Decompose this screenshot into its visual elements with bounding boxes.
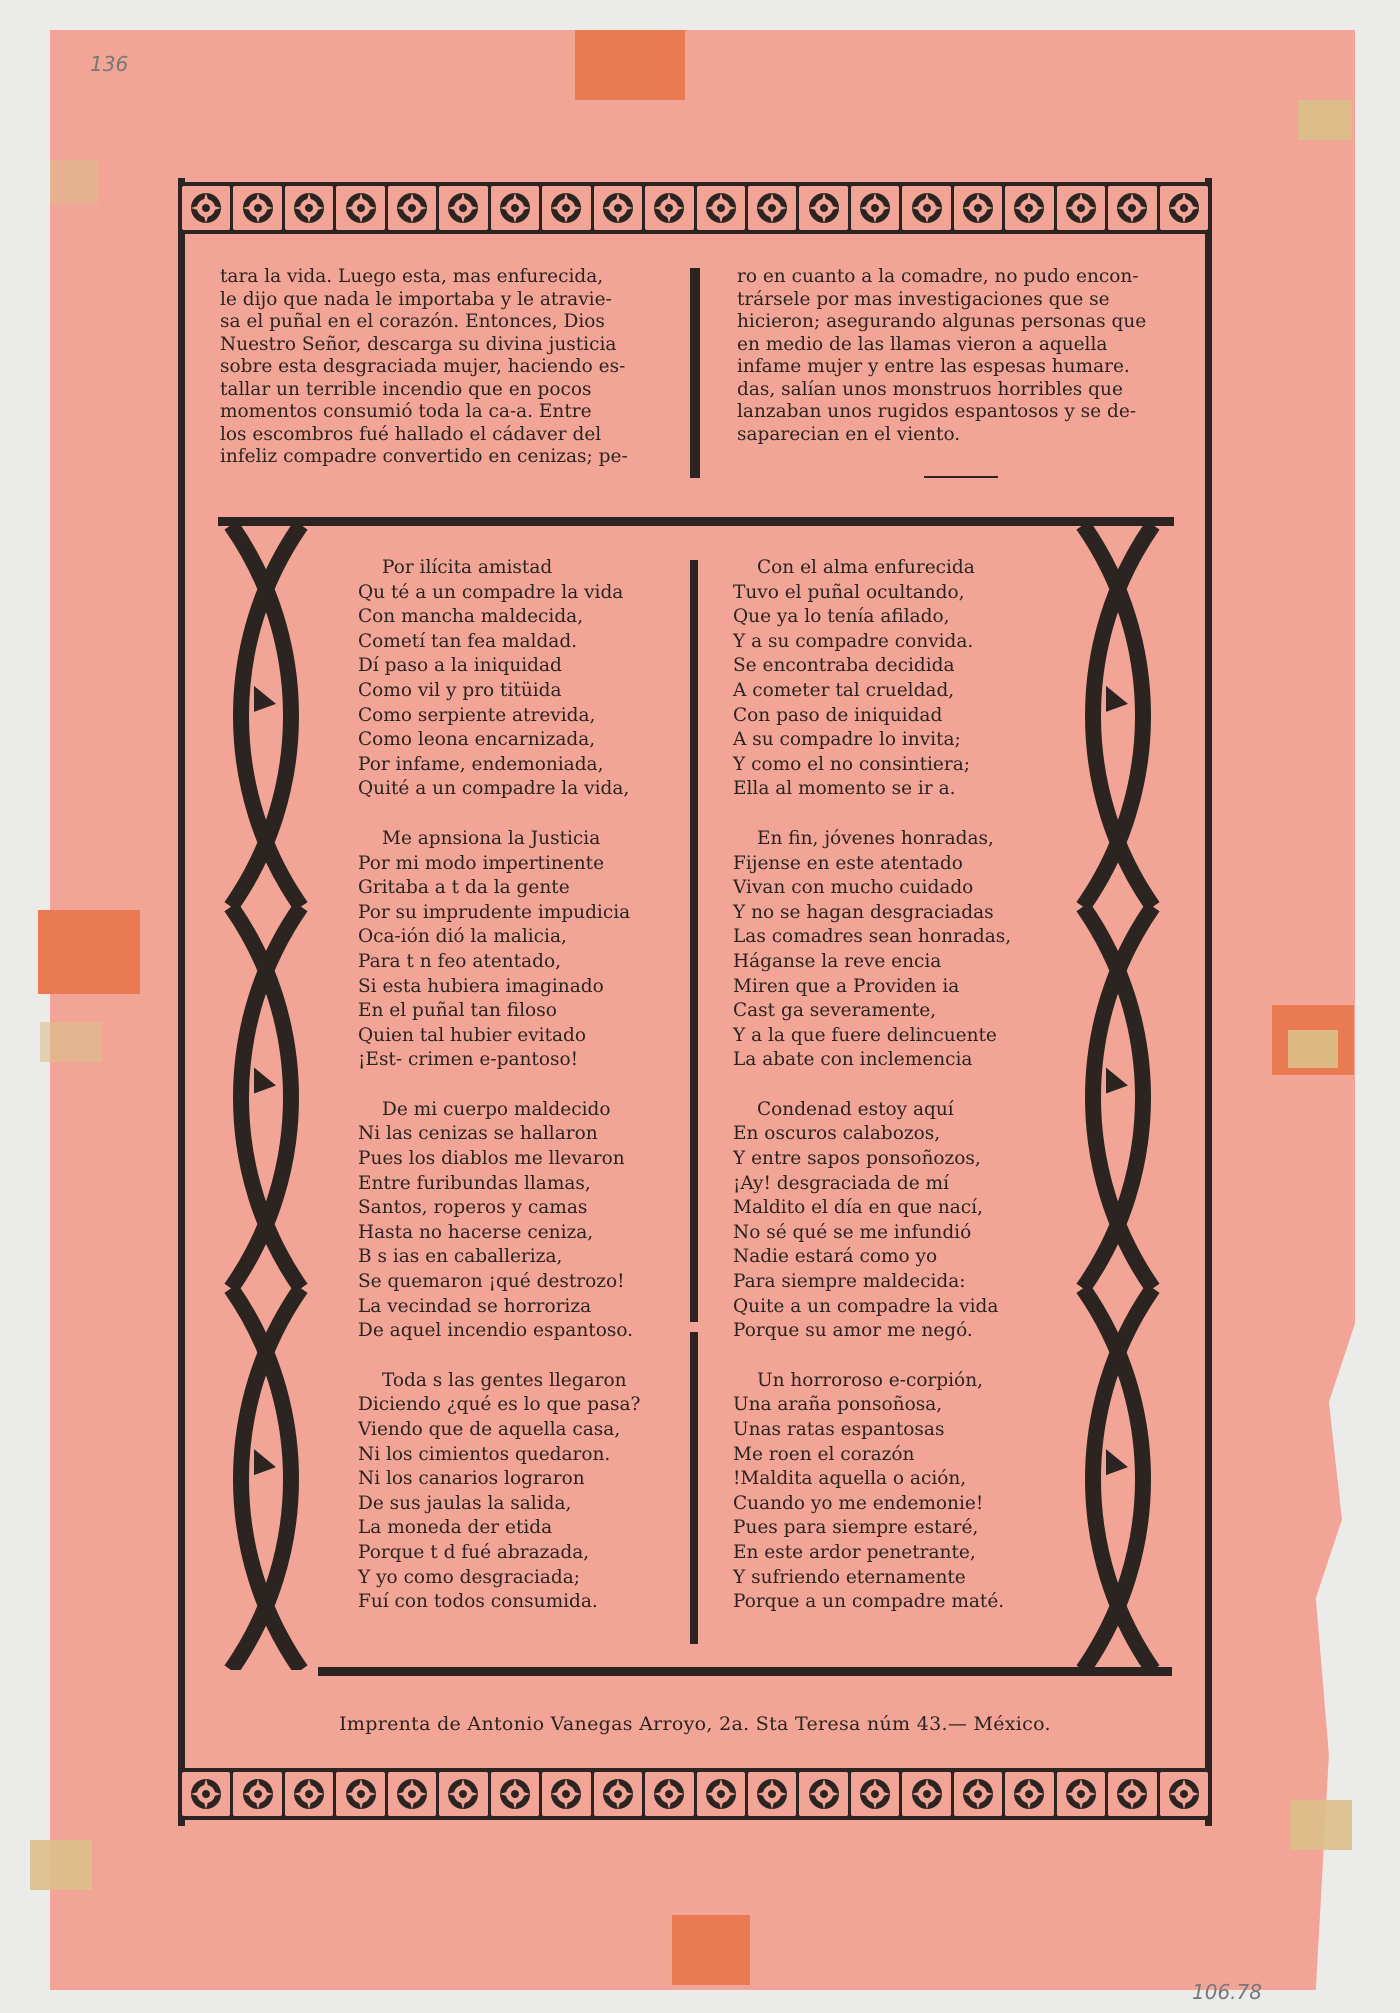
ornament-tile [697, 186, 745, 230]
ornament-tile [799, 1772, 847, 1816]
verse-line: Condenad estoy aquí [757, 1098, 954, 1120]
tape-top-right [1298, 100, 1352, 140]
verse-line: Por su imprudente impudicia [358, 901, 631, 923]
chain-notch [1106, 686, 1128, 712]
verse-line: Y como el no consintiera; [733, 753, 970, 775]
verse-line: Diciendo ¿qué es lo que pasa? [358, 1394, 641, 1416]
verse-line: Pues los diablos me llevaron [358, 1148, 625, 1170]
verse-line: Qu té a un compadre la vida [358, 581, 624, 603]
ornament-tile [851, 1772, 899, 1816]
verse-line: Para siempre maldecida: [733, 1271, 966, 1293]
stanza [733, 827, 1011, 1073]
ornament-tile [902, 186, 950, 230]
ornament-tile [902, 1772, 950, 1816]
ornament-tile [182, 186, 230, 230]
verse-line: Vivan con mucho cuidado [733, 877, 974, 899]
verse-line: De sus jaulas la salida, [358, 1492, 572, 1514]
chain-notch [1106, 1449, 1128, 1475]
verse-line: Porque t d fué abrazada, [358, 1541, 590, 1563]
prose-line: tara la vida. Luego esta, mas enfurecida, [220, 266, 604, 287]
verse-line: Me roen el corazón [733, 1443, 915, 1465]
prose-line: infeliz compadre convertido en cenizas; pe- [220, 446, 628, 467]
verse-line: Ni las cenizas se hallaron [358, 1123, 598, 1145]
ornament-tile [388, 1772, 436, 1816]
stanza [358, 827, 640, 1073]
verse-line: Para t n feo atentado, [358, 950, 561, 972]
ornament-tile [645, 1772, 693, 1816]
verse-line: Y a su compadre convida. [733, 630, 974, 652]
verse-line: Como serpiente atrevida, [358, 704, 596, 726]
lower-separator-rule [318, 1667, 1172, 1676]
verse-line: Ella al momento se ir a. [733, 778, 956, 800]
ornament-tile [645, 186, 693, 230]
tape-top-center [575, 30, 685, 100]
verse-line: Viendo que de aquella casa, [358, 1419, 621, 1440]
stanza [358, 1098, 640, 1344]
prose-line: momentos consumió toda la ca-a. Entre [220, 401, 592, 422]
ornament-tile [491, 1772, 539, 1816]
prose-line: le dijo que nada le importaba y le atravie- [220, 288, 612, 310]
verse-line: Háganse la reve encia [733, 950, 942, 972]
ornament-tile [233, 1772, 281, 1816]
verse-line: Como vil y pro titüida [358, 679, 562, 701]
stanza [358, 1369, 640, 1615]
verse-line: Con el alma enfurecida [757, 557, 975, 578]
prose-right-column [737, 266, 1178, 446]
tape-right-bottom [1290, 1800, 1352, 1850]
verse-column-divider-lower [690, 1332, 698, 1644]
verse-line: Se encontraba decidida [733, 655, 955, 677]
verse-line: En este ardor penetrante, [733, 1541, 976, 1563]
tape-bottom-center [672, 1915, 750, 1985]
ornament-tile [285, 186, 333, 230]
pencil-note-top: 136 [90, 52, 129, 76]
prose-line: en medio de las llamas vieron a aquella [737, 333, 1108, 355]
prose-column-divider [690, 268, 700, 478]
verse-line: Quite a un compadre la vida [733, 1295, 999, 1317]
prose-line: Nuestro Señor, descarga su divina justicia [220, 333, 617, 355]
verse-line: Cuando yo me endemonie! [733, 1492, 984, 1514]
upper-separator-rule [218, 517, 1174, 526]
verse-line: B s ias en caballeriza, [358, 1246, 563, 1268]
verse-line: Por ilícita amistad [382, 557, 553, 578]
right-chain-ornament [1068, 525, 1168, 1670]
ornament-tile [439, 186, 487, 230]
verse-line: Miren que a Providen ia [733, 975, 960, 997]
printer-imprint: Imprenta de Antonio Vanegas Arroyo, 2a. Sta Teresa núm 43.— México. [339, 1713, 1051, 1735]
prose-line: los escombros fué hallado el cádaver del [220, 423, 602, 445]
ornament-tile [697, 1772, 745, 1816]
ornament-tile [1160, 1772, 1208, 1816]
prose-line: saparecian en el viento. [737, 423, 961, 445]
verse-line: La moneda der etida [358, 1517, 553, 1539]
ornament-tile [336, 186, 384, 230]
verse-line: Si esta hubiera imaginado [358, 975, 604, 997]
verse-line: Una araña ponsoñosa, [733, 1394, 943, 1416]
verse-line: Tuvo el puñal ocultando, [733, 581, 965, 603]
verse-line: Unas ratas espantosas [733, 1419, 945, 1440]
verse-line: Cast ga severamente, [733, 1000, 937, 1022]
left-chain-ornament [216, 525, 316, 1670]
ornament-tile [1160, 186, 1208, 230]
stanza [733, 556, 1011, 802]
chain-notch [254, 1449, 276, 1475]
stanza [358, 556, 640, 802]
prose-line: tallar un terrible incendio que en pocos [220, 378, 592, 400]
verse-line: Toda s las gentes llegaron [382, 1369, 627, 1391]
verse-line: A su compadre lo invita; [733, 729, 961, 751]
verse-left-column [358, 556, 640, 1640]
prose-line: hicieron; asegurando algunas personas que [737, 311, 1147, 332]
ornament-tile [542, 186, 590, 230]
verse-line: La vecindad se horroriza [358, 1295, 592, 1317]
ornament-tile [594, 186, 642, 230]
verse-line: Fijense en este atentado [733, 852, 963, 874]
ornament-tile [285, 1772, 333, 1816]
verse-line: Oca-ión dió la malicia, [358, 926, 567, 948]
verse-line: Con mancha maldecida, [358, 606, 584, 628]
ornament-tile [336, 1772, 384, 1816]
ornament-tile [594, 1772, 642, 1816]
prose-line: trársele por mas investigaciones que se [737, 288, 1110, 310]
verse-line: Dí paso a la iniquidad [358, 655, 562, 677]
prose-line: das, salían unos monstruos horribles que [737, 378, 1123, 400]
verse-line: Y a la que fuere delincuente [733, 1024, 997, 1046]
verse-line: ¡Ay! desgraciada de mí [733, 1172, 950, 1194]
ornament-tile [388, 186, 436, 230]
ornament-tile [1057, 1772, 1105, 1816]
ornament-tile [542, 1772, 590, 1816]
verse-line: Un horroroso e-corpión, [757, 1369, 983, 1391]
ornament-tile [851, 186, 899, 230]
ornament-tile [1005, 1772, 1053, 1816]
verse-line: Y entre sapos ponsoñozos, [733, 1148, 981, 1170]
bottom-ornamental-border [178, 1768, 1212, 1820]
end-rule [924, 476, 998, 478]
verse-line: Que ya lo tenía afilado, [733, 606, 950, 628]
verse-line: Entre furibundas llamas, [358, 1172, 591, 1194]
verse-line: Como leona encarnizada, [358, 729, 596, 751]
verse-line: Y no se hagan desgraciadas [733, 901, 994, 923]
verse-line: Las comadres sean honradas, [733, 926, 1012, 948]
verse-line: En fin, jóvenes honradas, [757, 827, 994, 849]
verse-line: Cometí tan fea maldad. [358, 630, 578, 652]
verse-line: Quité a un compadre la vida, [358, 778, 630, 800]
verse-right-column [733, 556, 1011, 1640]
verse-line: A cometer tal crueldad, [733, 679, 955, 701]
chain-notch [1106, 1068, 1128, 1094]
ornament-tile [954, 186, 1002, 230]
verse-line: De aquel incendio espantoso. [358, 1320, 634, 1342]
tape-right-middle-pale [1288, 1030, 1338, 1068]
verse-line: Me apnsiona la Justicia [382, 827, 601, 849]
verse-line: Ni los canarios lograron [358, 1468, 585, 1490]
tape-left-lower [40, 1022, 102, 1062]
verse-line: No sé qué se me infundió [733, 1221, 972, 1243]
tape-left-middle [38, 910, 140, 994]
top-ornamental-border [178, 182, 1212, 234]
tape-left-top [50, 160, 98, 204]
prose-line: sa el puñal en el corazón. Entonces, Dios [220, 311, 605, 332]
chain-notch [254, 686, 276, 712]
verse-column-divider-upper [690, 560, 698, 1322]
ornament-tile [439, 1772, 487, 1816]
verse-line: En oscuros calabozos, [733, 1123, 941, 1145]
ornament-tile [233, 186, 281, 230]
ornament-tile [799, 186, 847, 230]
verse-line: Porque su amor me negó. [733, 1320, 973, 1342]
verse-line: ¡Est- crimen e-pantoso! [358, 1049, 579, 1071]
ornament-tile [491, 186, 539, 230]
verse-line: Santos, roperos y camas [358, 1197, 588, 1219]
verse-line: Y sufriendo eternamente [733, 1566, 966, 1588]
verse-line: Gritaba a t da la gente [358, 877, 570, 899]
ornament-tile [748, 1772, 796, 1816]
ornament-tile [1108, 1772, 1156, 1816]
prose-line: ro en cuanto a la comadre, no pudo encon- [737, 266, 1139, 287]
verse-line: Por infame, endemoniada, [358, 753, 604, 775]
verse-line: Y yo como desgraciada; [358, 1566, 581, 1588]
verse-line: De mi cuerpo maldecido [382, 1098, 611, 1120]
ornament-tile [182, 1772, 230, 1816]
verse-line: Se quemaron ¡qué destrozo! [358, 1271, 625, 1293]
prose-line: sobre esta desgraciada mujer, haciendo es- [220, 356, 626, 377]
verse-line: !Maldita aquella o ación, [733, 1468, 967, 1490]
ornament-tile [748, 186, 796, 230]
verse-line: En el puñal tan filoso [358, 1000, 557, 1022]
ornament-tile [1057, 186, 1105, 230]
verse-line: Ni los cimientos quedaron. [358, 1443, 611, 1465]
verse-line: Pues para siempre estaré, [733, 1517, 979, 1539]
verse-line: Maldito el día en que nací, [733, 1197, 983, 1219]
verse-line: Hasta no hacerse ceniza, [358, 1221, 594, 1243]
stanza [733, 1098, 1011, 1344]
ornament-tile [1005, 186, 1053, 230]
verse-line: La abate con inclemencia [733, 1049, 973, 1071]
prose-left-column [220, 266, 656, 469]
verse-line: Fuí con todos consumida. [358, 1591, 598, 1613]
prose-line: lanzaban unos rugidos espantosos y se de- [737, 401, 1137, 422]
verse-line: Porque a un compadre maté. [733, 1591, 1005, 1613]
ornament-tile [1108, 186, 1156, 230]
verse-line: Por mi modo impertinente [358, 852, 605, 874]
pencil-note-bottom: 106.78 [1192, 1980, 1262, 2004]
verse-line: Quien tal hubier evitado [358, 1024, 587, 1046]
chain-notch [254, 1068, 276, 1094]
verse-line: Nadie estará como yo [733, 1246, 938, 1268]
ornament-tile [954, 1772, 1002, 1816]
prose-line: infame mujer y entre las espesas humare. [737, 356, 1130, 377]
verse-line: Con paso de iniquidad [733, 704, 943, 726]
tape-left-bottom [30, 1840, 92, 1890]
stanza [733, 1369, 1011, 1615]
